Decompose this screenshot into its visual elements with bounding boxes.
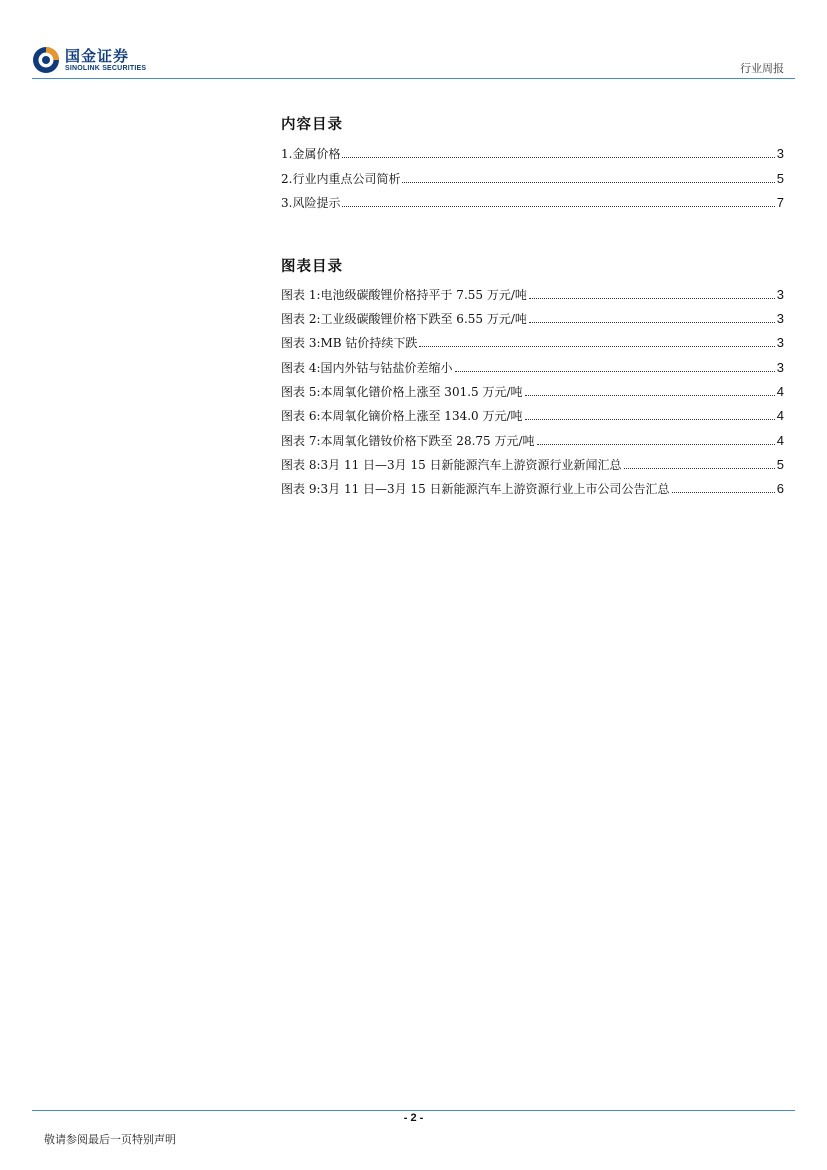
toc-item-label: 2.行业内重点公司简析 bbox=[281, 172, 401, 186]
page-number: - 2 - bbox=[403, 1112, 424, 1124]
toc-leader-dots bbox=[672, 492, 775, 493]
toc-leader-dots bbox=[402, 182, 774, 183]
figure-toc-label: 图表 7:本周氧化镨钕价格下跌至 28.75 万元/吨 bbox=[281, 434, 535, 448]
disclaimer-note: 敬请参阅最后一页特别声明 bbox=[44, 1133, 176, 1146]
figure-toc-item[interactable] bbox=[281, 404, 784, 424]
toc-leader-dots bbox=[342, 206, 774, 207]
figure-toc-page: 4 bbox=[776, 433, 784, 448]
toc-leader-dots bbox=[529, 298, 775, 299]
figure-toc-page: 5 bbox=[776, 457, 784, 472]
toc-leader-dots bbox=[624, 468, 775, 469]
toc-leader-dots bbox=[342, 157, 774, 158]
toc-item-label: 1.金属价格 bbox=[281, 147, 341, 161]
toc-item[interactable] bbox=[281, 191, 784, 211]
figure-toc-label: 图表 1:电池级碳酸锂价格持平于 7.55 万元/吨 bbox=[281, 288, 527, 302]
figure-toc-page: 3 bbox=[776, 311, 784, 326]
figure-toc-label: 图表 2:工业级碳酸锂价格下跌至 6.55 万元/吨 bbox=[281, 312, 527, 326]
figure-toc-label: 图表 8:3月 11 日—3月 15 日新能源汽车上游资源行业新闻汇总 bbox=[281, 458, 622, 472]
figure-toc-label: 图表 6:本周氧化镝价格上涨至 134.0 万元/吨 bbox=[281, 409, 523, 423]
figure-toc-page: 4 bbox=[776, 408, 784, 423]
toc-item-page: 7 bbox=[776, 195, 784, 210]
report-type: 行业周报 bbox=[740, 62, 784, 75]
toc-item-page: 3 bbox=[776, 146, 784, 161]
figure-toc-item[interactable] bbox=[281, 380, 784, 400]
figure-toc-label: 图表 3:MB 钴价持续下跌 bbox=[281, 336, 418, 350]
toc-item[interactable] bbox=[281, 167, 784, 187]
figure-toc-page: 3 bbox=[776, 287, 784, 302]
figure-toc-item[interactable] bbox=[281, 453, 784, 473]
figure-toc-item[interactable] bbox=[281, 283, 784, 303]
figure-toc-item[interactable] bbox=[281, 477, 784, 497]
toc-item-page: 5 bbox=[776, 171, 784, 186]
toc-leader-dots bbox=[525, 395, 775, 396]
figure-toc-page: 4 bbox=[776, 384, 784, 399]
figure-toc-label: 图表 5:本周氧化镨价格上涨至 301.5 万元/吨 bbox=[281, 385, 523, 399]
toc-leader-dots bbox=[537, 444, 775, 445]
logo-english-name: SINOLINK SECURITIES bbox=[65, 64, 147, 72]
figure-toc-item[interactable] bbox=[281, 429, 784, 449]
figures-title: 图表目录 bbox=[281, 258, 343, 275]
figure-toc-item[interactable] bbox=[281, 307, 784, 327]
contents-title: 内容目录 bbox=[281, 116, 343, 133]
toc-leader-dots bbox=[529, 322, 775, 323]
toc-leader-dots bbox=[525, 419, 775, 420]
footer-divider bbox=[32, 1110, 795, 1111]
figure-toc-page: 3 bbox=[776, 335, 784, 350]
figure-toc-page: 6 bbox=[776, 481, 784, 496]
toc-item-label: 3.风险提示 bbox=[281, 196, 341, 210]
figure-toc-page: 3 bbox=[776, 360, 784, 375]
page-header bbox=[0, 0, 827, 80]
company-logo bbox=[32, 46, 146, 74]
header-divider bbox=[32, 78, 795, 79]
toc-item[interactable] bbox=[281, 142, 784, 162]
toc-leader-dots bbox=[419, 346, 774, 347]
logo-emblem-icon bbox=[32, 46, 60, 74]
figure-toc-item[interactable] bbox=[281, 331, 784, 351]
figure-toc-item[interactable] bbox=[281, 356, 784, 376]
logo-chinese-name: 国金证券 bbox=[65, 46, 130, 65]
figure-toc-label: 图表 9:3月 11 日—3月 15 日新能源汽车上游资源行业上市公司公告汇总 bbox=[281, 482, 670, 496]
figure-toc-label: 图表 4:国内外钴与钴盐价差缩小 bbox=[281, 361, 453, 375]
toc-leader-dots bbox=[455, 371, 775, 372]
